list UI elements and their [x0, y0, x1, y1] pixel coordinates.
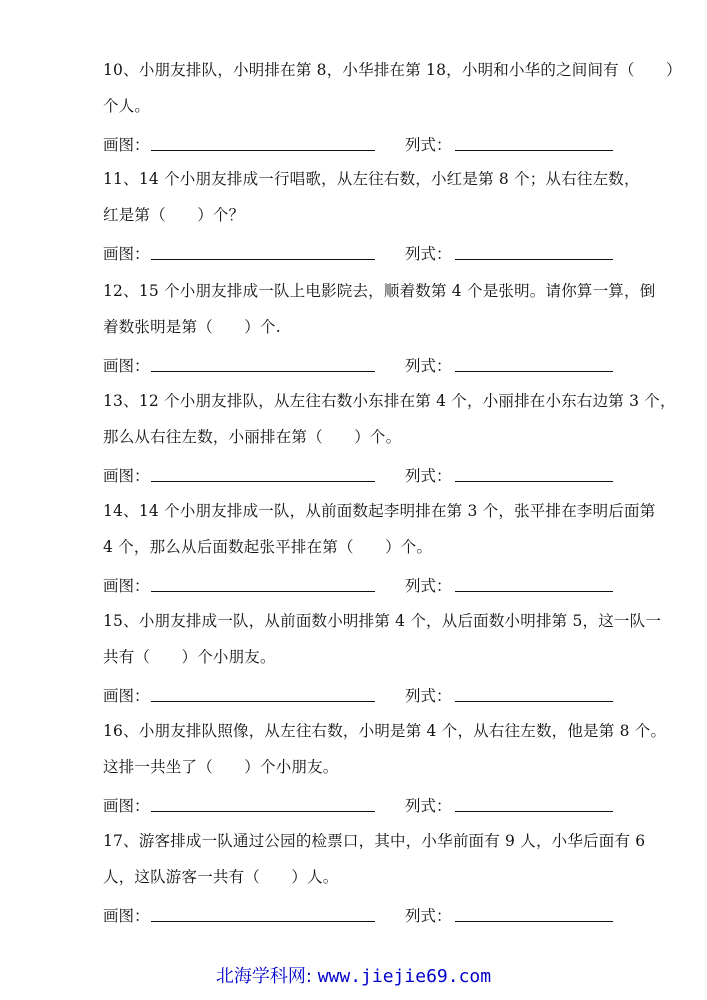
question-text-line-2: 红是第（ ）个？: [103, 206, 245, 224]
draw-label: 画图：: [103, 687, 150, 705]
formula-answer-blank[interactable]: [455, 921, 613, 922]
answer-row: [103, 574, 643, 598]
answer-row: [103, 684, 643, 708]
footer-url[interactable]: www.jiejie69.com: [317, 966, 492, 987]
question-text-line-1: 16、小朋友排队照像，从左往右数，小明是第 4 个，从右往左数，他是第 8 个。: [103, 722, 667, 740]
draw-answer-blank[interactable]: [151, 481, 375, 482]
formula-answer-blank[interactable]: [455, 701, 613, 702]
formula-answer-blank[interactable]: [455, 481, 613, 482]
answer-row: [103, 242, 643, 266]
answer-row: [103, 354, 643, 378]
question-text-line-2: 个人。: [103, 97, 151, 115]
footer-site-name: 北海学科网:: [215, 966, 312, 987]
formula-answer-blank[interactable]: [455, 591, 613, 592]
draw-answer-blank[interactable]: [151, 371, 375, 372]
question-text-line-1: 12、15 个小朋友排成一队上电影院去，顺着数第 4 个是张明。请你算一算，倒: [103, 282, 656, 300]
footer-watermark: [0, 962, 707, 988]
answer-row: [103, 904, 643, 928]
formula-answer-blank[interactable]: [455, 150, 613, 151]
draw-answer-blank[interactable]: [151, 811, 375, 812]
question-text-line-2: 4 个，那么从后面数起张平排在第（ ）个。: [103, 538, 433, 556]
draw-label: 画图：: [103, 357, 150, 375]
question-text-line-2: 那么从右往左数，小丽排在第（ ）个。: [103, 428, 402, 446]
draw-label: 画图：: [103, 245, 150, 263]
draw-answer-blank[interactable]: [151, 150, 375, 151]
question-text-line-1: 11、14 个小朋友排成一行唱歌，从左往右数，小红是第 8 个；从右往左数，: [103, 170, 640, 188]
draw-answer-blank[interactable]: [151, 921, 375, 922]
question-text-line-2: 人，这队游客一共有（ ）人。: [103, 868, 339, 886]
answer-row: [103, 464, 643, 488]
draw-label: 画图：: [103, 467, 150, 485]
formula-label: 列式：: [405, 907, 452, 925]
question-text-line-1: 14、14 个小朋友排成一队，从前面数起李明排在第 3 个，张平排在李明后面第: [103, 502, 656, 520]
question-text-line-1: 15、小朋友排成一队，从前面数小明排第 4 个，从后面数小明排第 5，这一队一: [103, 612, 662, 630]
draw-label: 画图：: [103, 136, 150, 154]
question-text-line-1: 17、游客排成一队通过公园的检票口，其中，小华前面有 9 人，小华后面有 6: [103, 832, 646, 850]
draw-label: 画图：: [103, 797, 150, 815]
formula-label: 列式：: [405, 357, 452, 375]
formula-label: 列式：: [405, 577, 452, 595]
draw-answer-blank[interactable]: [151, 701, 375, 702]
draw-answer-blank[interactable]: [151, 259, 375, 260]
draw-label: 画图：: [103, 577, 150, 595]
question-text-line-1: 10、小朋友排队，小明排在第 8，小华排在第 18，小明和小华的之间间有（ ）: [103, 61, 682, 79]
draw-answer-blank[interactable]: [151, 591, 375, 592]
formula-label: 列式：: [405, 797, 452, 815]
formula-answer-blank[interactable]: [455, 259, 613, 260]
answer-row: [103, 794, 643, 818]
formula-label: 列式：: [405, 467, 452, 485]
formula-answer-blank[interactable]: [455, 811, 613, 812]
formula-answer-blank[interactable]: [455, 371, 613, 372]
question-text-line-1: 13、12 个小朋友排队，从左往右数小东排在第 4 个，小丽排在小东右边第 3 个，: [103, 392, 676, 410]
draw-label: 画图：: [103, 907, 150, 925]
formula-label: 列式：: [405, 136, 452, 154]
question-text-line-2: 着数张明是第（ ）个.: [103, 318, 281, 336]
formula-label: 列式：: [405, 687, 452, 705]
formula-label: 列式：: [405, 245, 452, 263]
question-text-line-2: 共有（ ）个小朋友。: [103, 648, 276, 666]
question-text-line-2: 这排一共坐了（ ）个小朋友。: [103, 758, 339, 776]
answer-row: [103, 133, 643, 157]
